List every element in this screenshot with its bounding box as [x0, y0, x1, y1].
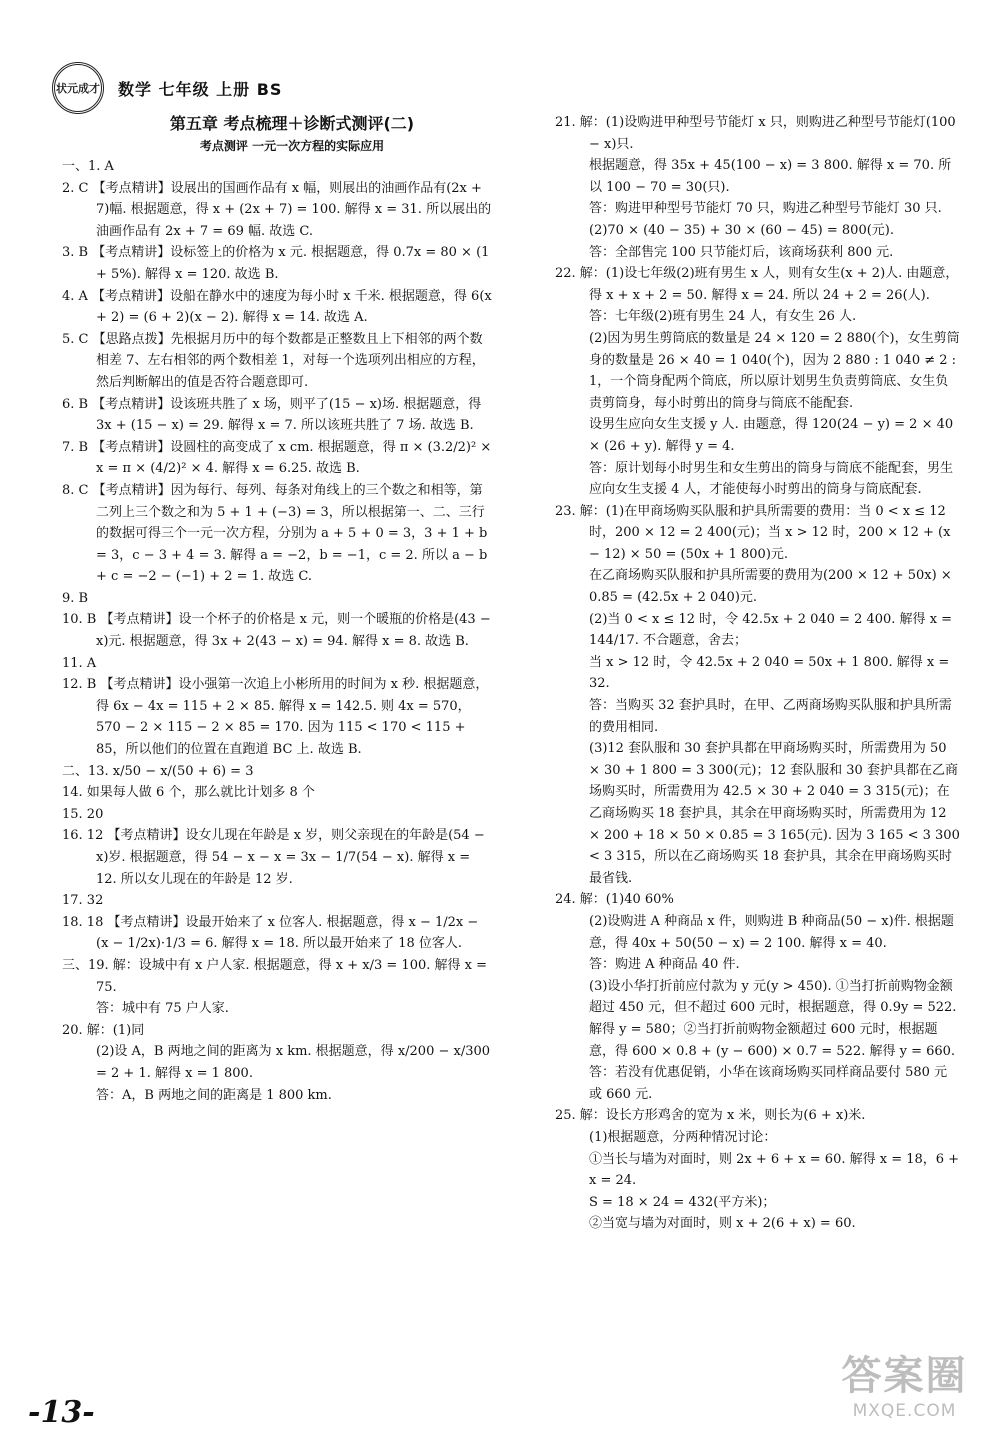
publisher-logo [52, 62, 104, 114]
answer-line: 当 x > 12 时，令 42.5x + 2 040 = 50x + 1 800. 解得 x = 32. [589, 654, 950, 692]
answer-line: (2)当 0 < x ≤ 12 时，令 42.5x + 2 040 = 2 400. 解得 x = 144/17. 不合题意，舍去； [589, 611, 953, 649]
answer-line: 二、13. x/50 − x/(50 + 6) = 3 [62, 763, 254, 779]
left-column [62, 112, 492, 1106]
answer-line: 5. C 【思路点拨】先根据月历中的每个数都是正整数且上下相邻的两个数相差 7、左右相邻的两个数相差 1，对每一个选项列出相应的方程，然后判断解出的值是否符合题意即可. [62, 331, 485, 390]
answer-line: (2)设购进 A 种商品 x 件，则购进 B 种商品(50 − x)件. 根据题意，得 40x + 50(50 − x) = 2 100. 解得 x = 40. [589, 913, 954, 951]
answer-line: 14. 如果每人做 6 个，那么就比计划多 8 个 [62, 785, 315, 801]
answer-line: (2)70 × (40 − 35) + 30 × (60 − 45) = 800(元). [589, 222, 894, 238]
answer-line: 2. C 【考点精讲】设展出的国画作品有 x 幅，则展出的油画作品有(2x + 7)幅. 根据题意，得 x + (2x + 7) = 100. 解得 x = 31. 所以展出的油画作品有 2x + 7 = 69 幅. 故选 C. [62, 180, 492, 239]
answer-line: 答：城中有 75 户人家. [96, 1001, 229, 1017]
answer-line: 三、19. 解：设城中有 x 户人家. 根据题意，得 x + x/3 = 100. 解得 x = 75. [62, 957, 487, 995]
answer-line: 23. 解：(1)在甲商场购买队服和护具所需要的费用：当 0 < x ≤ 12 时，200 × 12 = 2 400(元)；当 x > 12 时，200 × 12 + (x − 12) × 50 = (50x + 1 800)元. [555, 503, 951, 562]
answer-line: 设男生应向女生支援 y 人. 由题意，得 120(24 − y) = 2 × 40 × (26 + y). 解得 y = 4. [589, 417, 954, 454]
answer-line: 答：A，B 两地之间的距离是 1 800 km. [96, 1087, 332, 1103]
answer-line: 16. 12 【考点精讲】设女儿现在年龄是 x 岁，则父亲现在的年龄是(54 − x)岁. 根据题意，得 54 − x − x = 3x − 1/7(54 − x). 解得 x = 12. 所以女儿现在的年龄是 12 岁. [62, 828, 485, 887]
answer-line: 答：购进甲种型号节能灯 70 只，购进乙种型号节能灯 30 只. [589, 201, 942, 217]
answer-line: ①当长与墙为对面时，则 2x + 6 + x = 60. 解得 x = 18，6 + x = 24. [589, 1151, 960, 1189]
answer-line: 答：原计划每小时男生和女生剪出的筒身与筒底不能配套，男生应向女生支援 4 人，才能使每小时剪出的筒身与筒底配套. [589, 460, 954, 498]
answer-line: 22. 解：(1)设七年级(2)班有男生 x 人，则有女生(x + 2)人. 由题意，得 x + x + 2 = 50. 解得 x = 24. 所以 24 + 2 = 26(人). [555, 266, 959, 303]
answer-line: 11. A [62, 655, 97, 671]
answer-line: 8. C 【考点精讲】因为每行、每列、每条对角线上的三个数之和相等，第二列上三个数之和为 5 + 1 + (−3) = 3，所以根据第一、二、三行的数据可得三个一元一次方程，分别为 a + 5 + 0 = 3，3 + 1 + b = 3，c − 3 + 4 = 3. 解得 a = −2，b = −1，c = 2. 所以 a − b + c = −2 − (−1) + 2 = 1. 故选 C. [62, 482, 488, 585]
answer-line: 答：当购买 32 套护具时，在甲、乙两商场购买队服和护具所需的费用相同. [589, 698, 952, 735]
answer-line: 答：全部售完 100 只节能灯后，该商场获利 800 元. [589, 244, 894, 260]
answer-line: 10. B 【考点精讲】设一个杯子的价格是 x 元，则一个暖瓶的价格是(43 − x)元. 根据题意，得 3x + 2(43 − x) = 94. 解得 x = 8. 故选 B. [62, 612, 491, 650]
answer-line: 答：七年级(2)班有男生 24 人，有女生 26 人. [589, 309, 857, 325]
answer-line: 一、1. A [62, 159, 114, 174]
right-column [555, 112, 960, 1235]
answer-line: (1)根据题意，分两种情况讨论： [589, 1129, 777, 1145]
answer-line: 根据题意，得 35x + 45(100 − x) = 3 800. 解得 x = 70. 所以 100 − 70 = 30(只). [589, 158, 952, 195]
watermark-main: 答案圈 [841, 1353, 968, 1399]
answer-line: 12. B 【考点精讲】设小强第一次追上小彬所用的时间为 x 秒. 根据题意，得 6x − 4x = 115 + 2 × 85. 解得 x = 142.5. 则 4x = 570，570 − 2 × 115 − 2 × 85 = 170. 因为 115 < 170 < 115 + 85，所以他们的位置在直跑道 BC 上. 故选 B. [62, 677, 489, 758]
answer-line: 15. 20 [62, 806, 104, 822]
answer-line: S = 18 × 24 = 432(平方米)； [589, 1194, 776, 1210]
answer-line: 6. B 【考点精讲】设该班共胜了 x 场，则平了(15 − x)场. 根据题意，得 3x + (15 − x) = 29. 解得 x = 7. 所以该班共胜了 7 场. 故选 B. [62, 396, 482, 434]
answer-line: (3)设小华打折前应付款为 y 元(y > 450). ①当打折前购物金额超过 450 元，但不超过 600 元时，根据题意，得 0.9y = 522. 解得 y = 580；②当打折前购物金额超过 600 元时，根据题意，得 600 × 0.8 + (y − 600) × 0.7 = 522. 解得 y = 660. [589, 978, 957, 1059]
answer-line: 4. A 【考点精讲】设船在静水中的速度为每小时 x 千米. 根据题意，得 6(x + 2) = (6 + 2)(x − 2). 解得 x = 14. 故选 A. [62, 288, 492, 326]
answer-line: 24. 解：(1)40 60% [555, 892, 674, 908]
answer-line: 25. 解：设长方形鸡舍的宽为 x 米，则长为(6 + x)米. [555, 1108, 866, 1124]
answer-line: 20. 解：(1)同 [62, 1022, 145, 1038]
answer-line: 18. 18 【考点精讲】设最开始来了 x 位客人. 根据题意，得 x − 1/2x − (x − 1/2x)·1/3 = 6. 解得 x = 18. 所以最开始来了 18 位客人. [62, 914, 479, 952]
book-title: 数学 七年级 上册 BS [118, 79, 283, 99]
answer-line: 3. B 【考点精讲】设标签上的价格为 x 元. 根据题意，得 0.7x = 80 × (1 + 5%). 解得 x = 120. 故选 B. [62, 245, 490, 282]
answer-line: ②当宽与墙为对面时，则 x + 2(6 + x) = 60. [589, 1216, 856, 1232]
answer-line: 21. 解：(1)设购进甲种型号节能灯 x 只，则购进乙种型号节能灯(100 − x)只. [555, 115, 956, 152]
answer-line: 7. B 【考点精讲】设圆柱的高变成了 x cm. 根据题意，得 π × (3.2/2)² × x = π × (4/2)² × 4. 解得 x = 6.25. 故选 B. [62, 439, 492, 477]
answer-line: (2)设 A，B 两地之间的距离为 x km. 根据题意，得 x/200 − x/300 = 2 + 1. 解得 x = 1 800. [96, 1044, 491, 1081]
page-number: -13- [28, 1395, 95, 1430]
answer-line: 17. 32 [62, 893, 104, 909]
watermark-url: MXQE.COM [852, 1401, 957, 1421]
section-title: 第五章 考点梳理＋诊断式测评(二) [169, 114, 415, 133]
watermark [822, 1352, 987, 1432]
answer-line: 在乙商场购买队服和护具所需要的费用为(200 × 12 + 50x) × 0.85 = (42.5x + 2 040)元. [589, 568, 952, 606]
answer-line: 9. B [62, 590, 89, 606]
answer-line: 答：若没有优惠促销，小华在该商场购买同样商品要付 580 元或 660 元. [589, 1065, 948, 1102]
answer-line: (2)因为男生剪筒底的数量是 24 × 120 = 2 880(个)，女生剪筒身的数量是 26 × 40 = 1 040(个)，因为 2 880 : 1 040 ≠ 2 : 1，一个筒身配两个筒底，所以原计划男生负责剪筒底、女生负责剪筒身，每小时剪出的筒身与筒底不能配套. [589, 330, 960, 411]
section-subtitle: 考点测评 一元一次方程的实际应用 [199, 139, 385, 153]
page-header [52, 58, 282, 118]
logo-text: 状元成才 [56, 82, 100, 95]
answer-line: (3)12 套队服和 30 套护具都在甲商场购买时，所需费用为 50 × 30 + 1 800 = 3 300(元)；12 套队服和 30 套护具都在乙商场购买时，所需费用为 42.5 × 30 + 2 040 = 3 315(元)；在乙商场购买 18 套护具，其余在甲商场购买时，所需费用为 12 × 200 + 18 × 50 × 0.85 = 3 165(元). 因为 3 165 < 3 300 < 3 315，所以在乙商场购买 18 套护具，其余在甲商场购买时最省钱. [589, 741, 960, 886]
answer-line: 答：购进 A 种商品 40 件. [589, 957, 740, 973]
